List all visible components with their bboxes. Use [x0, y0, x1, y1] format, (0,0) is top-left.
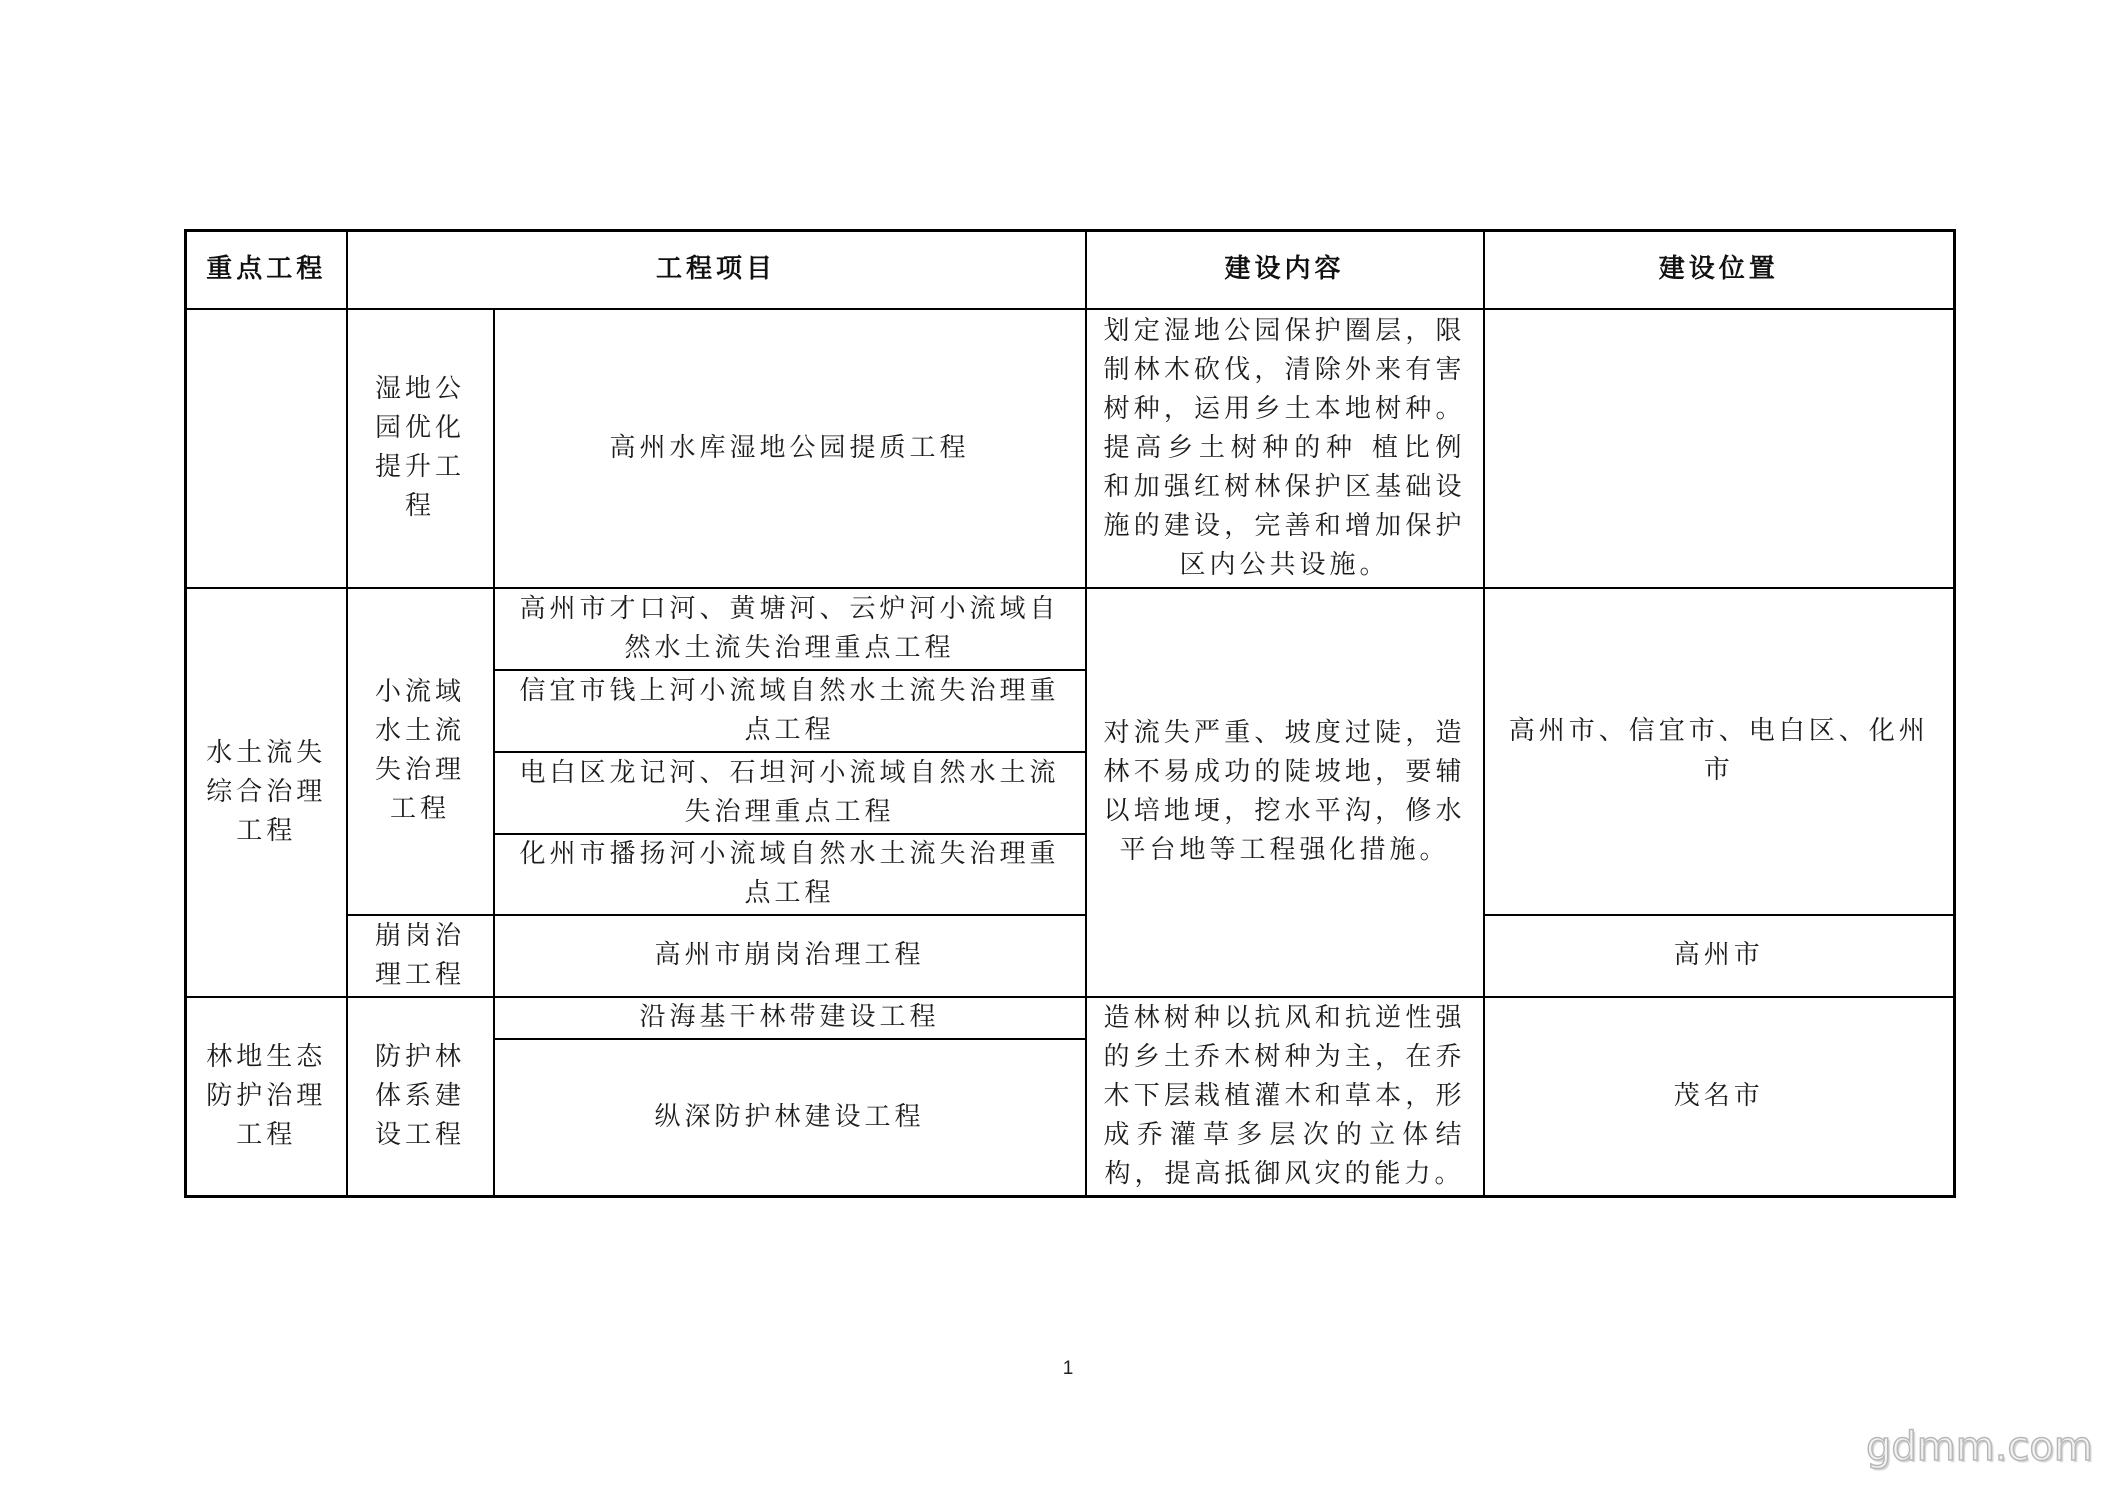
project-cell — [494, 670, 1086, 752]
location-text: 高州市 — [1673, 940, 1764, 970]
project-name: 化州市播扬河小流域自然水土流失治理重点工程 — [519, 839, 1060, 908]
content-text: 对流失严重、坡度过陡，造林不易成功的陡坡地，要辅以培地埂，挖水平沟，修水平台地等工程强化措施。 — [1103, 718, 1466, 865]
project-name: 信宜市钱上河小流域自然水土流失治理重点工程 — [519, 675, 1060, 745]
location-cell — [1484, 309, 1955, 588]
project-cell — [494, 997, 1086, 1039]
header-key-project: 重点工程 — [186, 231, 347, 309]
key-project-name: 林地生态防护治理工程 — [206, 1041, 327, 1150]
category-cell — [347, 588, 494, 915]
header-location: 建设位置 — [1484, 231, 1955, 309]
page-number: 1 — [1062, 1358, 1074, 1379]
key-project-cell — [186, 309, 347, 588]
category-name: 小流域水土流失治理工程 — [374, 677, 465, 824]
table-row — [186, 915, 1955, 997]
location-cell — [1484, 588, 1955, 915]
content-text: 划定湿地公园保护圈层，限制林木砍伐，清除外来有害树种，运用乡土本地树种。提高乡土树种的种 植比例和加强红树林保护区基础设施的建设，完善和增加保护区内公共设施。 — [1103, 315, 1466, 580]
project-name: 高州市崩岗治理工程 — [654, 940, 925, 970]
category-cell — [347, 309, 494, 588]
table-row — [186, 309, 1955, 588]
project-name: 高州水库湿地公园提质工程 — [609, 432, 970, 463]
project-table — [184, 229, 1956, 1198]
project-cell — [494, 1039, 1086, 1197]
header-project-item: 工程项目 — [347, 231, 1086, 309]
key-project-cell — [186, 997, 347, 1197]
category-cell — [347, 997, 494, 1197]
header-row — [186, 231, 1955, 309]
key-project-cell — [186, 588, 347, 997]
project-cell — [494, 752, 1086, 834]
project-cell — [494, 588, 1086, 670]
project-name: 沿海基干林带建设工程 — [639, 1002, 940, 1032]
header-content: 建设内容 — [1086, 231, 1484, 309]
project-cell — [494, 915, 1086, 997]
content-cell — [1086, 309, 1484, 588]
table-row — [186, 588, 1955, 670]
category-name: 防护林体系建设工程 — [374, 1041, 465, 1150]
key-project-name: 水土流失综合治理工程 — [206, 737, 327, 846]
category-cell — [347, 915, 494, 997]
location-text: 高州市、信宜市、电白区、化州市 — [1508, 716, 1929, 785]
project-name: 纵深防护林建设工程 — [654, 1101, 925, 1132]
category-name: 崩岗治理工程 — [374, 920, 465, 990]
project-name: 高州市才口河、黄塘河、云炉河小流域自然水土流失治理重点工程 — [519, 593, 1060, 663]
content-cell — [1086, 588, 1484, 997]
watermark: gdmm.com — [1866, 1424, 2093, 1470]
content-text: 造林树种以抗风和抗逆性强的乡土乔木树种为主，在乔木下层栽植灌木和草本，形成乔灌草多层次的立体结构，提高抵御风灾的能力。 — [1103, 1002, 1466, 1189]
location-cell — [1484, 915, 1955, 997]
project-cell — [494, 309, 1086, 588]
category-name: 湿地公园优化提升工程 — [374, 374, 465, 521]
table-row — [186, 997, 1955, 1039]
project-name: 电白区龙记河、石坦河小流域自然水土流失治理重点工程 — [519, 757, 1060, 827]
location-text: 茂名市 — [1673, 1080, 1764, 1111]
project-cell — [494, 834, 1086, 915]
location-cell — [1484, 997, 1955, 1197]
content-cell — [1086, 997, 1484, 1197]
